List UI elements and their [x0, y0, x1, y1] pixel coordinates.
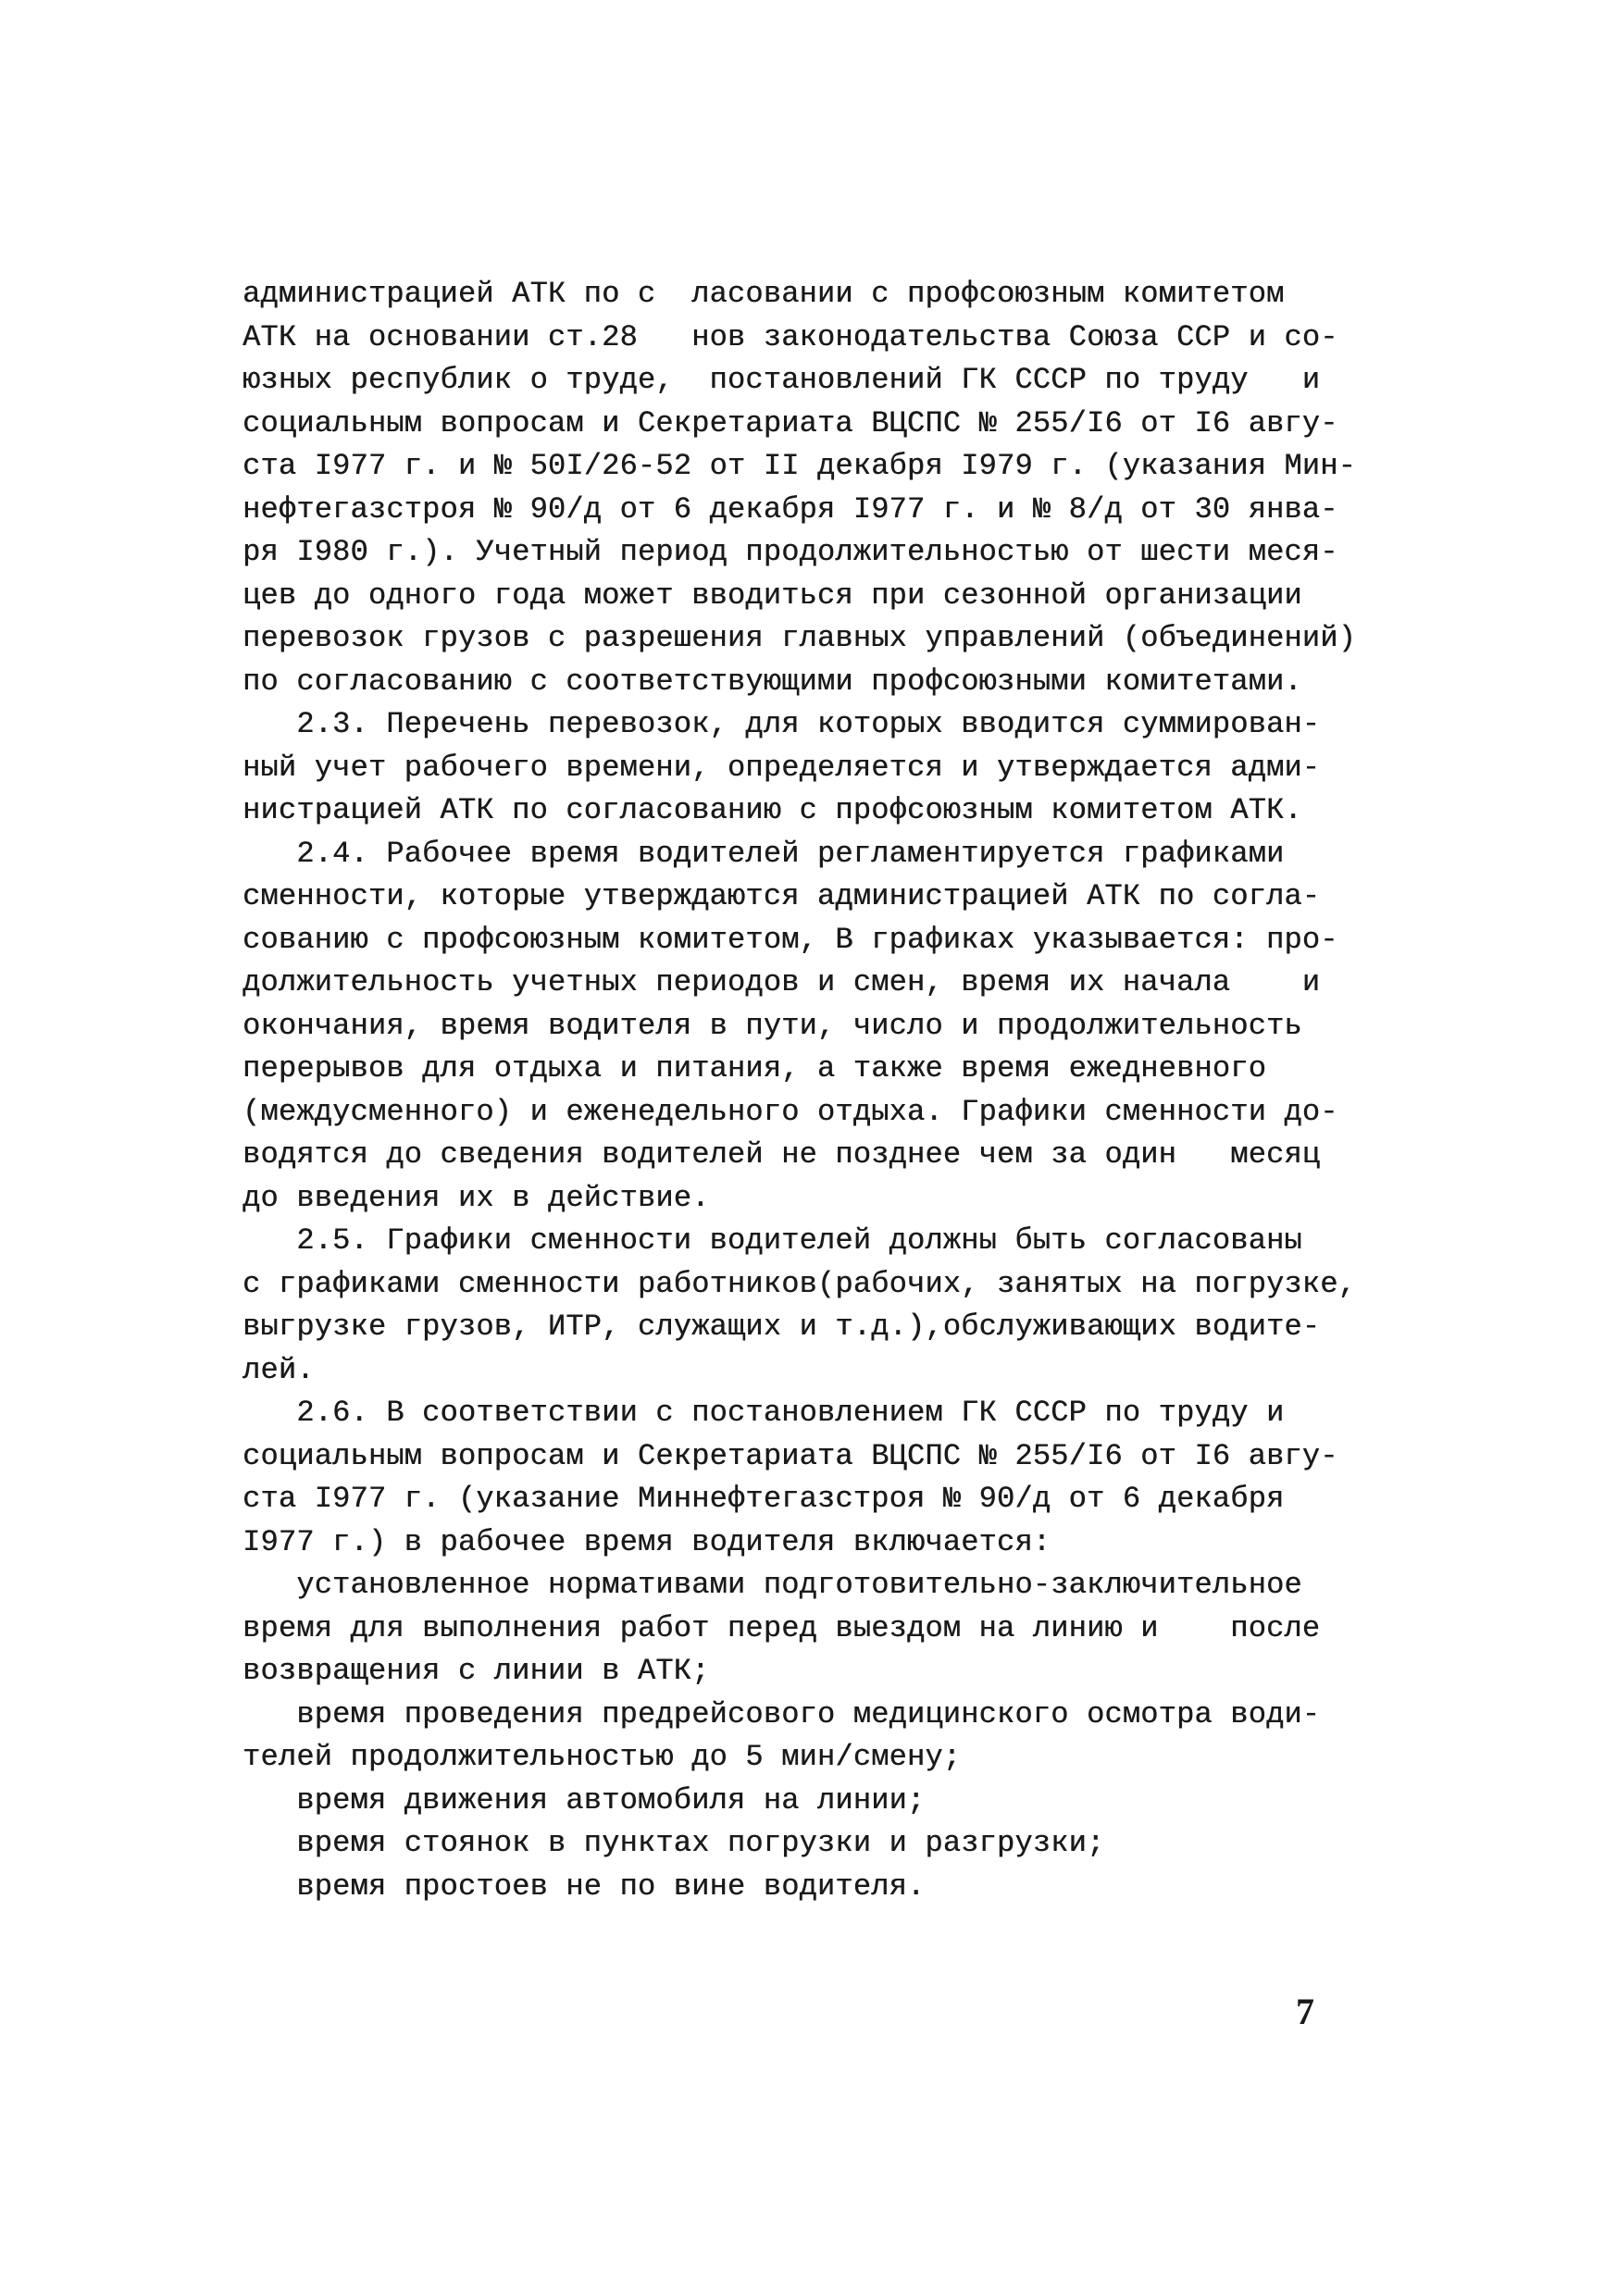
text-line: администрацией АТК по с ласовании с профсоюзным комитетом	[243, 277, 1285, 311]
text-line: 2.6. В соответствии с постановлением ГК СССР по труду и	[243, 1396, 1285, 1430]
text-line: возвращения с линии в АТК;	[243, 1654, 710, 1688]
text-line: перерывов для отдыха и питания, а также время ежедневного	[243, 1051, 1266, 1086]
text-line: время проведения предрейсового медицинского осмотра води-	[243, 1696, 1321, 1731]
text-line: время движения автомобиля на линии;	[243, 1782, 926, 1818]
text-line: телей продолжительностью до 5 мин/смену;	[243, 1740, 962, 1774]
text-line: установленное нормативами подготовительно-заключительное	[243, 1568, 1302, 1602]
text-line: ста I977 г. и № 50I/26-52 от II декабря I979 г. (указания Мин-	[243, 449, 1356, 483]
text-line: нистрацией АТК по согласованию с профсоюзным комитетом АТК.	[243, 793, 1302, 827]
text-line: время простоев не по вине водителя.	[243, 1868, 926, 1904]
text-line: лей.	[243, 1352, 315, 1387]
text-line: ный учет рабочего времени, определяется и утверждается адми-	[243, 750, 1321, 785]
page-number: 7	[1296, 1991, 1314, 2032]
text-line: выгрузке грузов, ИТР, служащих и т.д.),обслуживающих водите-	[243, 1309, 1321, 1344]
text-line: окончания, время водителя в пути, число и продолжительность	[243, 1008, 1302, 1043]
text-line: до введения их в действие.	[243, 1180, 710, 1215]
text-line: перевозок грузов с разрешения главных управлений (объединений)	[243, 621, 1356, 655]
text-line: социальным вопросам и Секретариата ВЦСПС № 255/I6 от I6 авгу-	[243, 405, 1338, 441]
text-line: нефтегазстроя № 90/д от 6 декабря I977 г. и № 8/д от 30 янва-	[243, 491, 1338, 527]
text-line: ста I977 г. (указание Миннефтегазстроя № 90/д от 6 декабря	[243, 1482, 1285, 1516]
text-line: время стоянок в пунктах погрузки и разгрузки;	[243, 1826, 1105, 1860]
text-line: ря I980 г.). Учетный период продолжительностью от шести меся-	[243, 535, 1338, 569]
text-line: с графиками сменности работников(рабочих, занятых на погрузке,	[243, 1266, 1356, 1301]
text-line: сованию с профсоюзным комитетом, В графиках указывается: про-	[243, 922, 1338, 957]
text-line: должительность учетных периодов и смен, время их начала и	[243, 965, 1321, 999]
text-line: время для выполнения работ перед выездом на линию и после	[243, 1610, 1321, 1645]
text-line: 2.5. Графики сменности водителей должны быть согласованы	[243, 1223, 1302, 1258]
text-line: (междусменного) и еженедельного отдыха. Графики сменности до-	[243, 1094, 1338, 1129]
text-line: водятся до сведения водителей не позднее чем за один месяц	[243, 1137, 1321, 1172]
body-text	[243, 273, 1372, 1908]
text-line: АТК на основании ст.28 нов законодательства Союза ССР и со-	[243, 319, 1338, 354]
text-line: цев до одного года может вводиться при сезонной организации	[243, 577, 1302, 613]
text-line: юзных республик о труде, постановлений ГК СССР по труду и	[243, 363, 1321, 397]
text-line: I977 г.) в рабочее время водителя включается:	[243, 1524, 1051, 1559]
text-line: 2.3. Перечень перевозок, для которых вводится суммирован-	[243, 707, 1321, 741]
text-line: 2.4. Рабочее время водителей регламентируется графиками	[243, 836, 1285, 871]
text-line: социальным вопросам и Секретариата ВЦСПС № 255/I6 от I6 авгу-	[243, 1438, 1338, 1473]
text-line: сменности, которые утверждаются администрацией АТК по согла-	[243, 879, 1321, 913]
text-line: по согласованию с соответствующими профсоюзными комитетами.	[243, 664, 1302, 699]
